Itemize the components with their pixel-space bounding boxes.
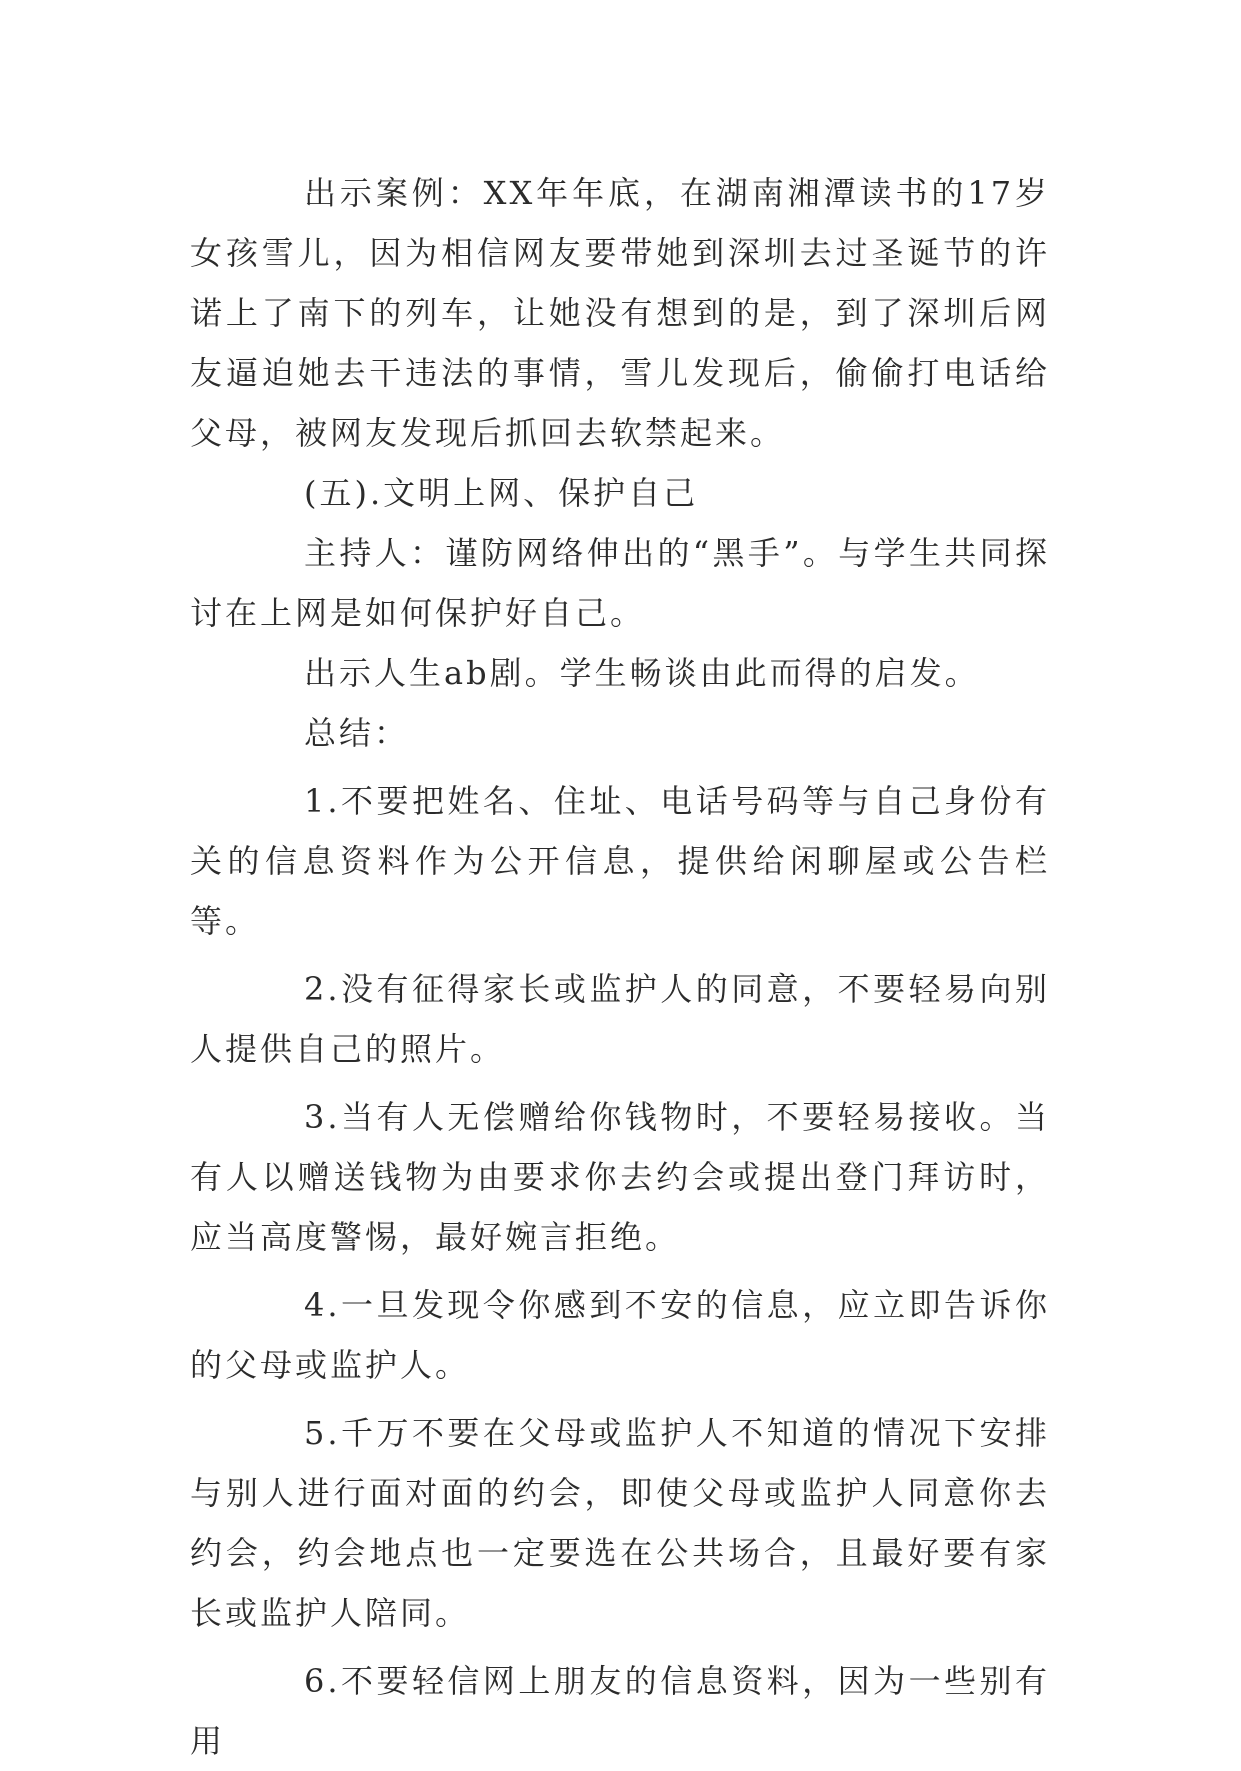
- summary-item-6: 6.不要轻信网上朋友的信息资料，因为一些别有用: [190, 1662, 1050, 1760]
- drama-paragraph: 出示人生ab剧。学生畅谈由此而得的启发。: [304, 654, 980, 692]
- summary-item-1: 1.不要把姓名、住址、电话号码等与自己身份有关的信息资料作为公开信息，提供给闲聊屋或公告栏等。: [190, 782, 1050, 940]
- document-body: [190, 163, 1050, 1771]
- summary-heading: 总结：: [304, 714, 410, 752]
- section-heading: (五).文明上网、保护自己: [304, 474, 699, 512]
- host-paragraph: 主持人：谨防网络伸出的“黑手”。与学生共同探讨在上网是如何保护好自己。: [190, 534, 1050, 632]
- summary-item-3: 3.当有人无偿赠给你钱物时，不要轻易接收。当有人以赠送钱物为由要求你去约会或提出登门拜访时，应当高度警惕，最好婉言拒绝。: [190, 1098, 1050, 1256]
- summary-item-5: 5.千万不要在父母或监护人不知道的情况下安排与别人进行面对面的约会，即使父母或监护人同意你去约会，约会地点也一定要选在公共场合，且最好要有家长或监护人陪同。: [190, 1414, 1050, 1632]
- summary-item-4: 4.一旦发现令你感到不安的信息，应立即告诉你的父母或监护人。: [190, 1286, 1050, 1384]
- case-example-paragraph: 出示案例：XX年年底，在湖南湘潭读书的17岁女孩雪儿，因为相信网友要带她到深圳去过圣诞节的许诺上了南下的列车，让她没有想到的是，到了深圳后网友逼迫她去干违法的事情，雪儿发现后，偷偷打电话给父母，被网友发现后抓回去软禁起来。: [190, 174, 1050, 452]
- summary-item-2: 2.没有征得家长或监护人的同意，不要轻易向别人提供自己的照片。: [190, 970, 1050, 1068]
